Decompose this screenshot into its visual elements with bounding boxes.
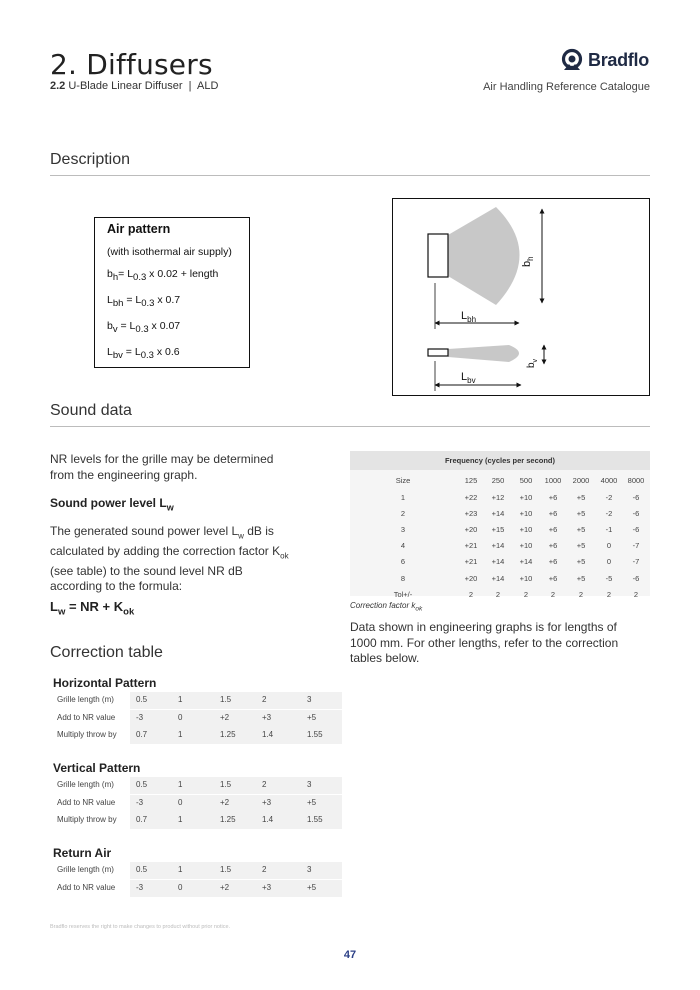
- air-pattern-diagram-svg: [393, 199, 649, 395]
- freq-cell: +6: [548, 557, 558, 567]
- freq-header-cell: 2000: [572, 476, 590, 485]
- correction-row-label: Add to NR value: [57, 712, 116, 722]
- freq-row-size: 6: [400, 557, 406, 567]
- correction-row-label: Grille length (m): [57, 695, 114, 704]
- freq-cell: 2: [495, 589, 501, 599]
- freq-cell: -6: [632, 525, 640, 535]
- freq-row-size: 3: [400, 525, 406, 535]
- formula-bh-l-sub: 0.3: [133, 272, 147, 284]
- freq-cell: +22: [464, 493, 478, 502]
- correction-cell: 0.5: [136, 695, 148, 704]
- freq-row-size: 4: [400, 541, 406, 551]
- freq-cell: -5: [605, 573, 613, 583]
- formula-bv-var: b: [107, 320, 113, 332]
- correction-cell: 1: [178, 730, 183, 739]
- correction-table-row: [50, 812, 342, 829]
- freq-size-label: Size: [395, 476, 411, 485]
- page-subtitle: [50, 80, 218, 92]
- freq-cell: +10: [519, 509, 533, 519]
- subtitle-product: U-Blade Linear Diffuser: [68, 80, 183, 92]
- correction-cell: 2: [262, 780, 267, 789]
- correction-cell: 1.5: [220, 865, 232, 874]
- correction-cell: 0.5: [136, 865, 148, 874]
- caption-text: Correction factor k: [350, 601, 416, 610]
- correction-cell: 0: [178, 882, 183, 892]
- formula-bh-var: b: [107, 268, 113, 280]
- air-pattern-title: Air pattern: [107, 222, 171, 236]
- correction-cell: 0.7: [136, 730, 148, 739]
- correction-table-title: Return Air: [53, 846, 112, 860]
- correction-table-title: Vertical Pattern: [53, 761, 141, 775]
- formula-bh-eq: = L: [118, 268, 134, 280]
- freq-cell: +6: [548, 525, 558, 535]
- freq-cell: 0: [606, 557, 612, 567]
- formula-lbh-l-sub: 0.3: [141, 298, 155, 310]
- formula-bv: [107, 320, 180, 335]
- correction-heading: Correction table: [50, 644, 163, 661]
- page-title: 2. Diffusers: [50, 48, 213, 81]
- freq-cell: +14: [491, 509, 505, 519]
- formula-bh-rest: x 0.02 + length: [146, 268, 219, 280]
- correction-row-label: Grille length (m): [57, 865, 114, 874]
- freq-cell: +15: [491, 525, 505, 535]
- para-a: The generated sound power level L: [50, 524, 239, 538]
- para-b-sub: ok: [280, 551, 289, 561]
- freq-cell: +6: [548, 493, 558, 502]
- freq-cell: +6: [548, 573, 558, 583]
- subtitle-number: 2.2: [50, 80, 66, 92]
- formula-l-sub: w: [57, 606, 66, 618]
- formula-mid: = NR + K: [65, 599, 124, 614]
- caption-sub: ok: [415, 605, 423, 613]
- freq-row-size: 2: [400, 509, 406, 519]
- horizontal-grille: [428, 234, 448, 277]
- freq-cell: -7: [632, 557, 640, 567]
- freq-cell: 2: [606, 589, 612, 599]
- correction-cell: 1: [178, 780, 183, 789]
- freq-cell: +21: [464, 557, 478, 567]
- freq-cell: 0: [606, 541, 612, 551]
- formula-k-sub: ok: [123, 606, 135, 618]
- frequency-table: [350, 470, 650, 599]
- freq-cell: +14: [519, 557, 533, 567]
- correction-row-label: Multiply throw by: [57, 730, 117, 739]
- correction-table-row: [50, 710, 342, 727]
- sound-power-paragraph: [50, 524, 290, 595]
- freq-cell: +21: [464, 541, 478, 551]
- correction-cell: +5: [307, 712, 317, 722]
- sound-power-heading-text: Sound power level L: [50, 496, 167, 510]
- freq-cell: -7: [632, 541, 640, 551]
- freq-cell: +5: [576, 509, 586, 519]
- freq-header-cell: 250: [491, 476, 505, 485]
- sound-data-heading: Sound data: [50, 402, 132, 419]
- formula-lbh-var-sub: bh: [112, 298, 124, 310]
- freq-cell: -1: [605, 525, 613, 535]
- correction-cell: 1: [178, 695, 183, 704]
- frequency-table-caption: [350, 601, 422, 613]
- engineering-note: Data shown in engineering graphs is for lengths of 1000 mm. For other lengths, refer to the correction tables below.: [350, 620, 619, 665]
- correction-cell: +5: [307, 797, 317, 807]
- correction-cell: -3: [136, 712, 144, 722]
- horizontal-plume: [448, 207, 520, 305]
- freq-cell: +12: [491, 493, 505, 502]
- vertical-plume: [448, 345, 519, 362]
- formula-bv-rest: x 0.07: [148, 320, 181, 332]
- correction-cell: 3: [307, 865, 312, 874]
- vertical-grille: [428, 349, 448, 356]
- formula-bv-var-sub: v: [112, 324, 118, 336]
- brand-logo-icon: [560, 48, 584, 74]
- freq-cell: +14: [491, 557, 505, 567]
- freq-cell: 2: [468, 589, 474, 599]
- correction-table-row: [50, 880, 342, 897]
- freq-cell: -2: [605, 509, 613, 519]
- correction-cell: +3: [262, 882, 272, 892]
- correction-cell: +5: [307, 882, 317, 892]
- freq-cell: +14: [491, 573, 505, 583]
- freq-cell: +5: [576, 541, 586, 551]
- freq-header-cell: 4000: [600, 476, 618, 485]
- brand-logo: [560, 48, 652, 74]
- label-lbh: $L_{bh}$: [461, 310, 477, 324]
- subtitle-separator: |: [188, 80, 192, 92]
- formula-lbv-rest: x 0.6: [153, 346, 180, 358]
- sound-power-heading-sub: w: [166, 502, 174, 513]
- correction-cell: 0.5: [136, 780, 148, 789]
- label-bh: $b_h$: [521, 256, 535, 267]
- correction-cell: 1.25: [220, 730, 236, 739]
- freq-cell: -2: [605, 493, 613, 502]
- freq-cell: +10: [519, 525, 533, 535]
- freq-cell: -6: [632, 509, 640, 519]
- freq-row-size: Tol+/-: [393, 589, 413, 599]
- freq-cell: +5: [576, 573, 586, 583]
- formula-lbh-eq: = L: [123, 294, 142, 306]
- freq-cell: 2: [550, 589, 556, 599]
- correction-row-label: Grille length (m): [57, 780, 114, 789]
- air-pattern-subtitle: (with isothermal air supply): [107, 246, 232, 258]
- freq-cell: +23: [464, 509, 478, 519]
- freq-cell: 2: [578, 589, 584, 599]
- freq-cell: +10: [519, 573, 533, 583]
- correction-row-label: Add to NR value: [57, 882, 116, 892]
- para-a-sub: w: [238, 531, 244, 541]
- para-c: (see table) to the sound level NR dB according to the formula:: [50, 563, 243, 594]
- freq-row-size: 8: [400, 573, 406, 583]
- formula-lbv-l-sub: 0.3: [140, 350, 154, 362]
- freq-header-cell: 125: [464, 476, 478, 485]
- correction-cell: +3: [262, 712, 272, 722]
- label-bv: $b_v$: [526, 358, 539, 368]
- freq-cell: +6: [548, 509, 558, 519]
- freq-cell: +6: [548, 541, 558, 551]
- correction-cell: 0: [178, 797, 183, 807]
- correction-row-label: Multiply throw by: [57, 815, 117, 824]
- freq-cell: +5: [576, 493, 586, 502]
- air-pattern-diagram: [392, 198, 650, 396]
- correction-cell: 3: [307, 780, 312, 789]
- freq-cell: +10: [519, 541, 533, 551]
- air-pattern-box: [94, 217, 250, 368]
- correction-table-row: [50, 862, 342, 879]
- subtitle-code: ALD: [197, 80, 219, 92]
- freq-cell: 2: [633, 589, 639, 599]
- correction-cell: 2: [262, 695, 267, 704]
- correction-cell: 0: [178, 712, 183, 722]
- label-lbv: $L_{bv}$: [461, 371, 476, 385]
- correction-cell: +2: [220, 712, 230, 722]
- correction-table-title: Horizontal Pattern: [53, 676, 157, 690]
- formula-bv-eq: = L: [117, 320, 136, 332]
- formula-bv-l-sub: 0.3: [135, 324, 149, 336]
- formula-bh: [107, 268, 218, 283]
- sound-data-rule: [50, 426, 650, 427]
- sound-intro: NR levels for the grille may be determined from the engineering graph.: [50, 452, 274, 482]
- freq-cell: +5: [576, 557, 586, 567]
- correction-cell: 1.55: [307, 730, 323, 739]
- correction-cell: 1.55: [307, 815, 323, 824]
- correction-table-row: [50, 692, 342, 709]
- formula-bh-var-sub: h: [112, 272, 119, 284]
- correction-table-row: [50, 777, 342, 794]
- correction-table-row: [50, 727, 342, 744]
- description-rule: [50, 175, 650, 176]
- freq-row-size: 1: [400, 493, 406, 502]
- correction-cell: +3: [262, 797, 272, 807]
- frequency-table-header: Frequency (cycles per second): [350, 451, 650, 470]
- correction-cell: 1.4: [262, 730, 274, 739]
- formula-lbv: [107, 346, 180, 361]
- freq-cell: +14: [491, 541, 505, 551]
- correction-table-row: [50, 795, 342, 812]
- freq-cell: +20: [464, 525, 478, 535]
- formula-lbh-rest: x 0.7: [154, 294, 181, 306]
- correction-cell: 2: [262, 865, 267, 874]
- correction-cell: -3: [136, 797, 144, 807]
- correction-cell: 1.25: [220, 815, 236, 824]
- correction-cell: 1: [178, 865, 183, 874]
- correction-cell: +2: [220, 882, 230, 892]
- freq-cell: -6: [632, 493, 640, 502]
- sound-power-heading: [50, 496, 174, 512]
- para-b: dB is calculated by adding the correction factor K: [50, 524, 281, 558]
- formula-lbv-var: L: [107, 346, 113, 358]
- formula-l: L: [50, 599, 58, 614]
- correction-cell: 1.5: [220, 780, 232, 789]
- formula-lbv-var-sub: bv: [112, 350, 123, 362]
- sound-formula: [50, 599, 134, 618]
- freq-cell: 2: [523, 589, 529, 599]
- disclaimer: Bradflo reserves the right to make changes to product without prior notice.: [50, 924, 231, 930]
- brand-name: Bradflo: [588, 50, 649, 70]
- catalogue-name: Air Handling Reference Catalogue: [483, 81, 650, 93]
- formula-lbv-eq: = L: [122, 346, 141, 358]
- correction-cell: 1: [178, 815, 183, 824]
- formula-lbh-var: L: [107, 294, 113, 306]
- freq-header-cell: 500: [519, 476, 533, 485]
- freq-cell: +5: [576, 525, 586, 535]
- freq-header-cell: 1000: [544, 476, 562, 485]
- description-heading: Description: [50, 151, 131, 168]
- freq-cell: +10: [519, 493, 533, 502]
- correction-cell: 0.7: [136, 815, 148, 824]
- correction-cell: +2: [220, 797, 230, 807]
- freq-cell: -6: [632, 573, 640, 583]
- freq-cell: +20: [464, 573, 478, 583]
- correction-cell: 1.4: [262, 815, 274, 824]
- correction-cell: 1.5: [220, 695, 232, 704]
- freq-header-cell: 8000: [627, 476, 645, 485]
- correction-cell: -3: [136, 882, 144, 892]
- correction-row-label: Add to NR value: [57, 797, 116, 807]
- correction-cell: 3: [307, 695, 312, 704]
- page-number: 47: [343, 949, 357, 961]
- formula-lbh: [107, 294, 180, 309]
